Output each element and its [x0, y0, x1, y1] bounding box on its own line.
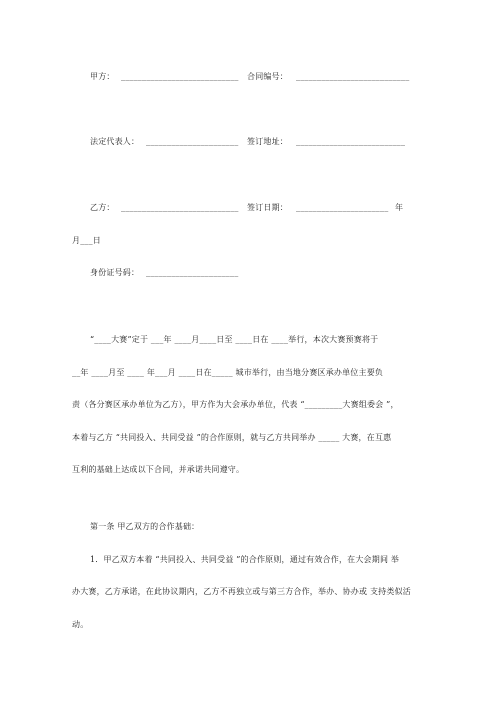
signing-address-blank: __________________________: [296, 137, 406, 146]
signing-date-label: 签订日期：: [247, 203, 288, 212]
contract-number-blank: ___________________________: [296, 72, 410, 81]
article-1-heading: 第一条 甲乙双方的合作基础：: [90, 522, 200, 531]
party-a-label: 甲方：: [90, 72, 115, 81]
article-1-item-1-line-1: 1．甲乙双方本着 “共同投入、共同受益 ”的合作原则，通过有效合作，在大会期间 举: [90, 555, 400, 564]
signing-address-label: 签订地址：: [247, 137, 288, 146]
intro-line-3: 责（各分赛区承办单位为乙方），甲方作为大会承办单位，代表 “_________大赛组委会 ”，: [72, 400, 399, 409]
signing-date-year: 年: [395, 203, 404, 212]
party-b-label: 乙方：: [90, 203, 115, 212]
signing-date-blank: ______________________: [296, 203, 389, 212]
article-1-item-1-line-2: 办大赛，乙方承诺，在此协议期内，乙方不再独立或与第三方合作，举办、协办或 支持类似活: [72, 587, 411, 596]
party-a-row: [90, 71, 115, 83]
signing-date-month-day: 月___日: [72, 236, 101, 245]
party-a-blank: ____________________________: [121, 72, 239, 81]
intro-line-1: “____大赛”定于 ___年 ____月____日至 ____日在 ____举行，本次大赛预赛将于: [90, 335, 379, 344]
intro-line-4: 本着与乙方 “共同投入、共同受益 ”的合作原则，就与乙方共同举办 _____ 大赛，在互惠: [72, 433, 392, 442]
contract-number-label: 合同编号：: [247, 72, 288, 81]
id-number-label: 身份证号码：: [90, 268, 140, 277]
party-b-blank: ____________________________: [121, 203, 239, 212]
article-1-item-1-line-3: 动。: [72, 620, 89, 629]
legal-representative-label: 法定代表人：: [90, 137, 140, 146]
legal-representative-blank: ______________________: [146, 137, 239, 146]
intro-line-2: __年 ____月至 ____ 年___月 ____日在_____ 城市举行，由当地分赛区承办单位主要负: [72, 368, 384, 377]
intro-line-5: 互利的基础上达成以下合同，并承诺共同遵守。: [72, 465, 245, 474]
id-number-blank: ______________________: [146, 268, 239, 277]
